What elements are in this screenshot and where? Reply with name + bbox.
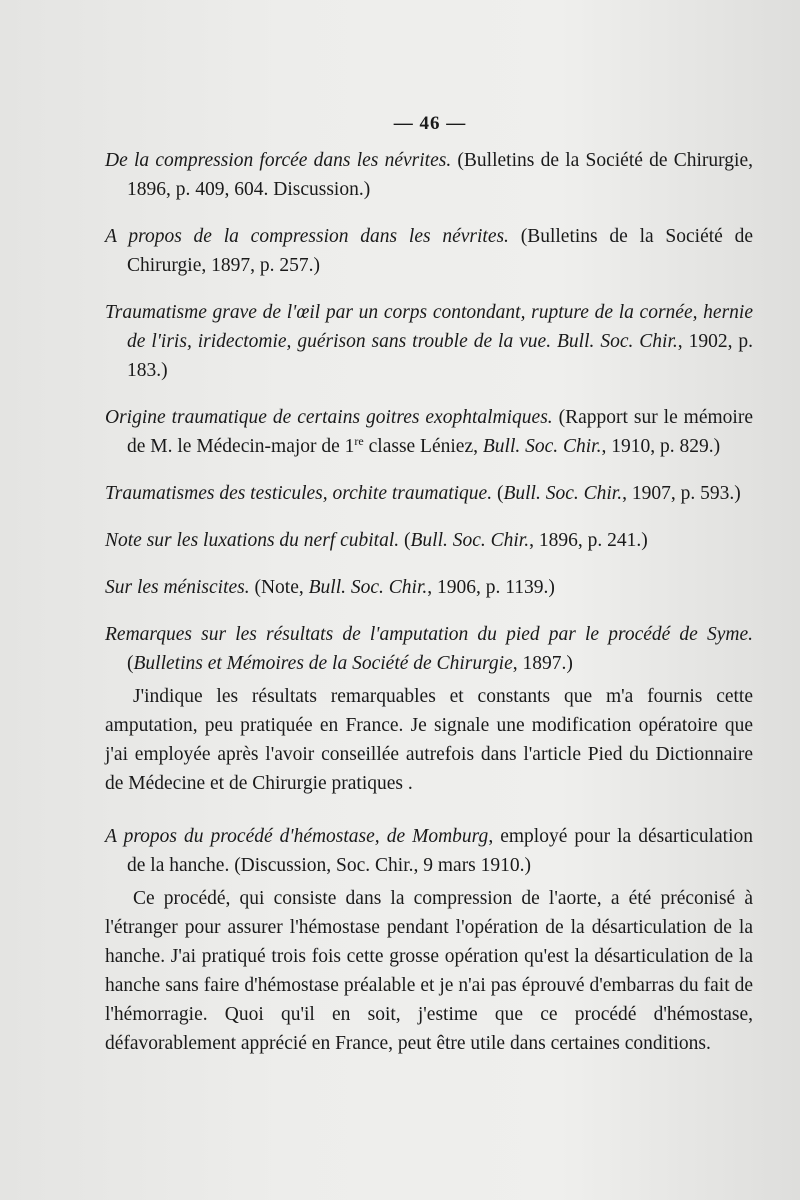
entry-journal: Bulletins et Mémoires de la Société de Chirurgie — [133, 653, 513, 674]
entry-title: Traumatisme grave de l'œil par un corps contondant, rupture de la cornée, hernie de l'iris, iridectomie, guérison sans trouble de la vue. — [105, 302, 753, 352]
entry-title: Note sur les luxations du nerf cubital. — [105, 530, 400, 551]
entry-superscript: re — [354, 434, 364, 448]
bibliography-entry-6 — [105, 526, 753, 555]
bibliography-entry-7 — [105, 573, 753, 602]
entry-reference: , 1902, p. 183.) — [127, 331, 754, 381]
entry-reference: , 1896, p. 241.) — [529, 530, 648, 551]
page-number: — 46 — — [393, 113, 467, 134]
bibliography-entry-8 — [105, 620, 753, 678]
entry-reference: (Note, — [249, 577, 309, 598]
entry-journal: Bull. Soc. Chir. — [551, 331, 678, 352]
description-text: J'indique les résultats remarquables et constants que m'a fournis cette amputation, peu pratiquée en France. Je signale une modification opératoire que j'ai employée après l'avoir conseillée autrefois dans l'article — [105, 686, 753, 765]
entry-reference: ( — [127, 653, 134, 674]
entry-journal: Bull. Soc. Chir. — [482, 436, 602, 457]
bibliography-entry-5 — [105, 479, 753, 508]
entry-reference: (Bulletins de la Société de Chirurgie, 1896, p. 409, 604. Discussion.) — [127, 150, 753, 200]
bibliography-entry-2 — [105, 222, 753, 280]
entry-journal: Bull. Soc. Chir. — [308, 577, 428, 598]
entry-title: Traumatismes des testicules, orchite traumatique. — [105, 483, 493, 504]
description-italic: Pied — [587, 744, 623, 765]
entry-description — [105, 682, 753, 798]
entry-reference: ( — [399, 530, 411, 551]
entry-reference: , 1907, p. 593.) — [622, 483, 741, 504]
bibliography-entry-9 — [105, 822, 753, 880]
entry-journal: Bull. Soc. Chir. — [410, 530, 530, 551]
entry-title: Remarques sur les résultats de l'amputation du pied par le procédé de Syme. — [105, 624, 753, 645]
description-text: du Dictionnaire de Médecine et de Chirurgie pratiques . — [105, 744, 753, 794]
entry-journal: Bull. Soc. Chir. — [503, 483, 623, 504]
entry-reference: (Bulletins de la Société de Chirurgie, 1897, p. 257.) — [127, 226, 753, 276]
entry-description: Ce procédé, qui consiste dans la compression de l'aorte, a été préconisé à l'étranger pour assurer l'hémostase pendant l'opération de la désarticulation de la hanche. J'ai pratiqué trois fois cette grosse opération qu'est la désarticulation de la hanche sans faire d'hémostase préalable et je n'ai pas éprouvé d'embarras du fait de l'hémorragie. Quoi qu'il en soit, j'estime que ce procédé d'hémostase, défavorablement apprécié en France, peut être utile dans certaines conditions. — [105, 888, 753, 1054]
bibliography-entry-4 — [105, 403, 753, 461]
entry-title: Sur les méniscites. — [105, 577, 250, 598]
bibliography-list — [105, 146, 753, 1058]
bibliography-entry-3 — [105, 298, 753, 385]
entry-reference: classe Léniez, — [363, 436, 483, 457]
entry-title-name: Momburg — [412, 826, 489, 847]
entry-title: A propos de la compression dans les névrites. — [105, 226, 509, 247]
entry-title: De la compression forcée dans les névrites. — [105, 150, 452, 171]
entry-reference: (Rapport sur le mémoire de M. le Médecin-major de 1 — [127, 407, 753, 457]
entry-reference: , 1910, p. 829.) — [601, 436, 721, 457]
entry-reference: , 1906, p. 1139.) — [427, 577, 555, 598]
bibliography-entry-1 — [105, 146, 753, 204]
entry-reference: , 1897.) — [512, 653, 573, 674]
entry-reference: , employé pour la désarticulation de la hanche. (Discussion, Soc. Chir., 9 mars 1910.) — [127, 826, 753, 876]
entry-reference: ( — [492, 483, 504, 504]
entry-title: A propos du procédé d'hémostase, de — [105, 826, 413, 847]
entry-title: Origine traumatique de certains goitres exophtalmiques. — [105, 407, 553, 428]
